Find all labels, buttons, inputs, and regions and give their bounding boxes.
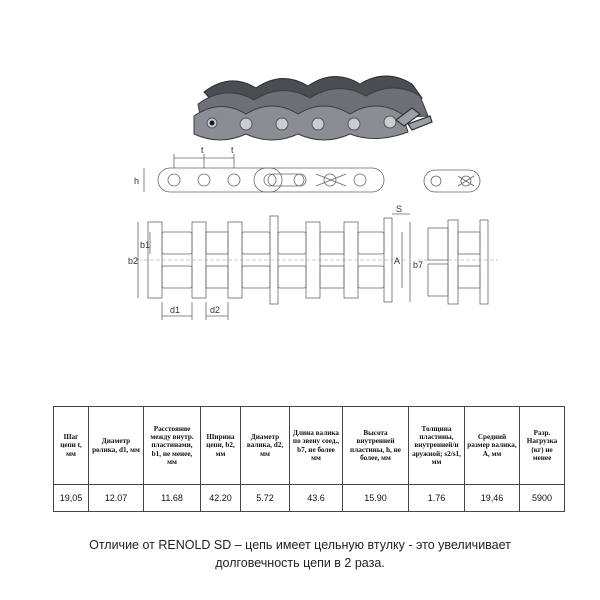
header-roller-diameter: Диаметр ролика, d1, мм <box>89 407 144 485</box>
value-roller-diameter: 12.07 <box>89 485 144 512</box>
label-b7: b7 <box>413 260 424 270</box>
note-line-2: долговечность цепи в 2 раза. <box>215 556 385 570</box>
label-t-2: t <box>231 145 234 155</box>
header-pin-diameter: Диаметр валика, d2, мм <box>241 407 290 485</box>
spec-header-row <box>54 407 565 485</box>
note-line-1: Отличие от RENOLD SD – цепь имеет цельную втулку - это увеличивает <box>89 538 511 552</box>
label-h: h <box>134 176 140 186</box>
value-pin-diameter: 5.72 <box>241 485 290 512</box>
header-plate-height: Высота внутренней пластины, h, не более, мм <box>343 407 409 485</box>
header-chain-width: Ширина цепи, b2, мм <box>201 407 241 485</box>
label-A: A <box>394 256 401 266</box>
label-t: t <box>201 145 204 155</box>
chain-technical-drawing <box>118 140 518 330</box>
spec-table <box>53 406 565 512</box>
label-S: S <box>396 204 403 214</box>
header-pitch: Шаг цепи t, мм <box>54 407 89 485</box>
header-pin-length: Длина валика по звену соед., b7, не более мм <box>290 407 343 485</box>
header-inner-width: Расстояние между внутр. пластинами, b1, не менее, мм <box>144 407 201 485</box>
value-plate-height: 15.90 <box>343 485 409 512</box>
value-pin-size-a: 19,46 <box>465 485 520 512</box>
chain-photo <box>190 58 450 148</box>
header-breaking-load: Разр. Нагрузка (кг) не менее <box>520 407 565 485</box>
label-d2: d2 <box>210 305 221 315</box>
difference-note <box>40 536 560 572</box>
spec-value-row <box>54 485 565 512</box>
label-b2: b2 <box>128 256 139 266</box>
value-plate-thickness: 1.76 <box>409 485 465 512</box>
value-pitch: 19,05 <box>54 485 89 512</box>
header-pin-size-a: Средний размер валика, A, мм <box>465 407 520 485</box>
label-b1: b1 <box>140 240 151 250</box>
label-d1: d1 <box>170 305 181 315</box>
value-pin-length: 43.6 <box>290 485 343 512</box>
value-breaking-load: 5900 <box>520 485 565 512</box>
value-inner-width: 11.68 <box>144 485 201 512</box>
value-chain-width: 42.20 <box>201 485 241 512</box>
header-plate-thickness: Толщина пластины, внутренней/н аружной; s2/s1, мм <box>409 407 465 485</box>
